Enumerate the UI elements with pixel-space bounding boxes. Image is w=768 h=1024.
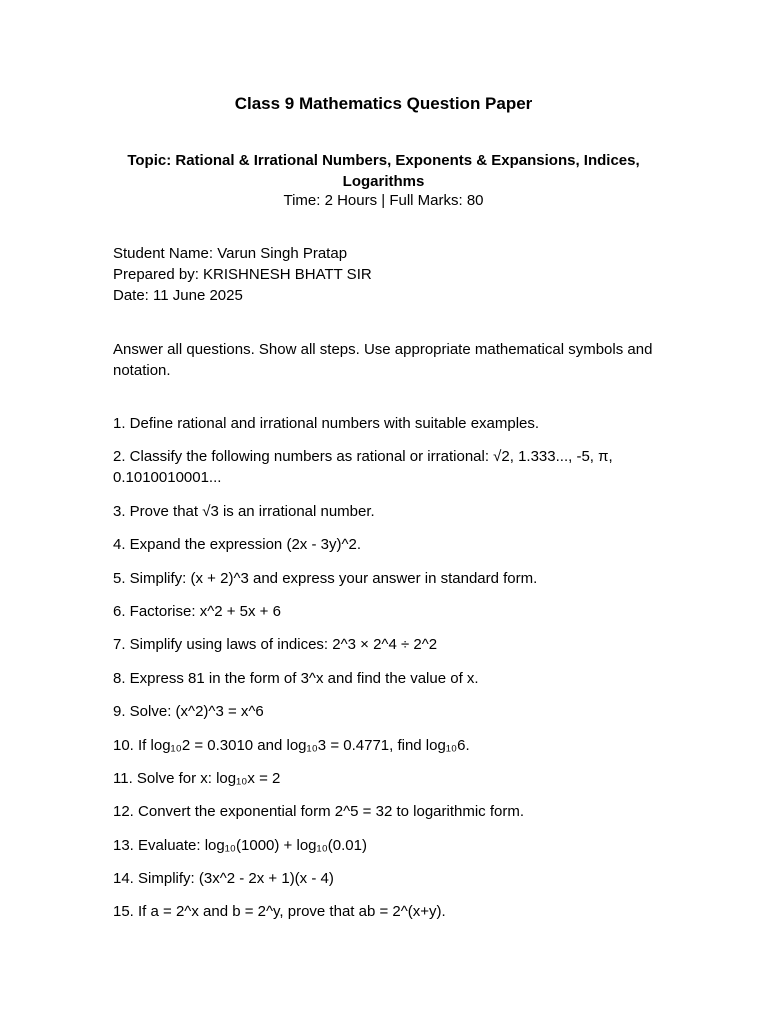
question-item: 14. Simplify: (3x^2 - 2x + 1)(x - 4) bbox=[113, 870, 334, 888]
question-item: 9. Solve: (x^2)^3 = x^6 bbox=[113, 703, 264, 721]
question-item: 5. Simplify: (x + 2)^3 and express your answer in standard form. bbox=[113, 569, 538, 587]
instructions: Answer all questions. Show all steps. Use appropriate mathematical symbols and notation. bbox=[113, 341, 653, 379]
topic-line: Topic: Rational & Irrational Numbers, Exponents & Expansions, Indices, Logarithms bbox=[127, 152, 640, 190]
question-item: 8. Express 81 in the form of 3^x and find the value of x. bbox=[113, 669, 479, 687]
question-item: 10. If log₁₀2 = 0.3010 and log₁₀3 = 0.4771, find log₁₀6. bbox=[113, 736, 470, 754]
question-item: 12. Convert the exponential form 2^5 = 32 to logarithmic form. bbox=[113, 803, 524, 821]
question-item: 6. Factorise: x^2 + 5x + 6 bbox=[113, 602, 281, 620]
page-title: Class 9 Mathematics Question Paper bbox=[234, 94, 533, 113]
paper-meta bbox=[113, 243, 658, 306]
question-item: 7. Simplify using laws of indices: 2^3 × 2^4 ÷ 2^2 bbox=[113, 636, 438, 654]
question-item: 2. Classify the following numbers as rational or irrational: √2, 1.333..., -5, π, 0.1010010001... bbox=[113, 448, 613, 487]
prepared-by: Prepared by: KRISHNESH BHATT SIR bbox=[113, 266, 372, 283]
question-item: 15. If a = 2^x and b = 2^y, prove that ab = 2^(x+y). bbox=[113, 903, 446, 921]
question-list bbox=[113, 413, 658, 935]
time-marks-line: Time: 2 Hours | Full Marks: 80 bbox=[283, 192, 484, 209]
question-item: 3. Prove that √3 is an irrational number. bbox=[113, 502, 375, 520]
question-item: 4. Expand the expression (2x - 3y)^2. bbox=[113, 536, 361, 554]
student-name: Student Name: Varun Singh Pratap bbox=[113, 245, 348, 262]
question-item: 13. Evaluate: log₁₀(1000) + log₁₀(0.01) bbox=[113, 836, 367, 854]
question-item: 1. Define rational and irrational numbers with suitable examples. bbox=[113, 415, 540, 432]
question-item: 11. Solve for x: log₁₀x = 2 bbox=[113, 769, 281, 787]
paper-date: Date: 11 June 2025 bbox=[113, 287, 243, 304]
